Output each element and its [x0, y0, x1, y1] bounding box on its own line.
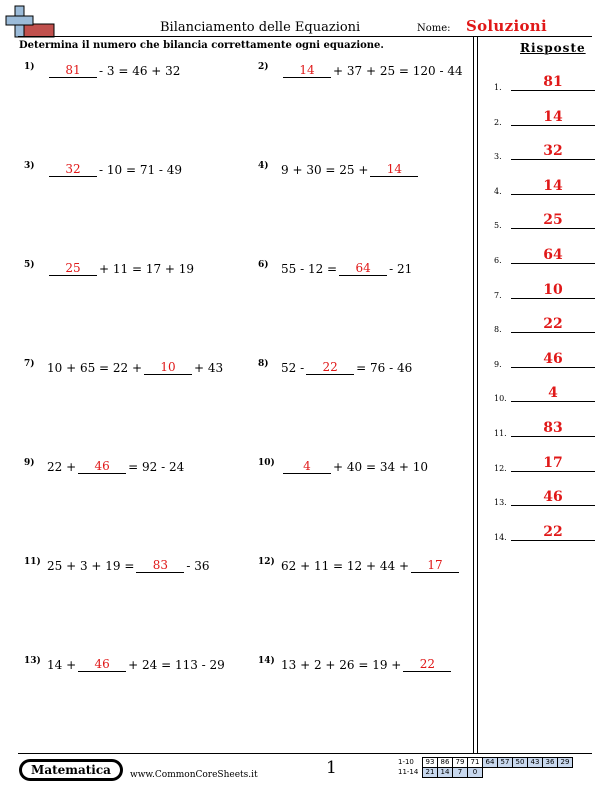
score-cell: 86: [438, 758, 453, 768]
answer-row: [494, 314, 594, 334]
answers-title: Risposte: [520, 41, 586, 55]
answer-row: [494, 210, 594, 230]
answer-line: [511, 90, 595, 91]
problem-number: 2): [258, 62, 269, 72]
score-cell: 7: [453, 768, 468, 778]
answer-row: [494, 522, 594, 542]
score-cell: 43: [528, 758, 543, 768]
answer-row: [494, 453, 594, 473]
answer-number: 12.: [494, 463, 507, 473]
answer-row: [494, 72, 594, 92]
score-row-label: 1-10: [398, 758, 414, 766]
answer-line: [511, 228, 595, 229]
equation-right: + 43: [194, 361, 224, 375]
problem-number: 5): [24, 260, 35, 270]
answer-row: [494, 487, 594, 507]
answer-row: [494, 280, 594, 300]
answer-number: 2.: [494, 117, 502, 127]
answer-row: [494, 141, 594, 161]
equation-left: 55 - 12 =: [281, 262, 338, 276]
answer-line: [511, 436, 595, 437]
problem-number: 1): [24, 62, 35, 72]
problem-number: 3): [24, 161, 35, 171]
equation: [47, 163, 182, 177]
answer-blank: 32: [49, 163, 97, 177]
equation: [281, 361, 412, 375]
answer-row: [494, 107, 594, 127]
answer-line: [511, 298, 595, 299]
plus-logo-icon: [4, 4, 56, 40]
answer-number: 9.: [494, 359, 502, 369]
answer-value: 14: [543, 177, 563, 194]
answer-number: 10.: [494, 394, 507, 404]
score-row-label: 11-14: [398, 768, 419, 776]
answer-blank: 10: [144, 361, 192, 375]
equation-left: 13 + 2 + 26 = 19 +: [281, 658, 402, 672]
answer-line: [511, 194, 595, 195]
equation-right: - 10 = 71 - 49: [99, 163, 183, 177]
answer-value: 32: [543, 143, 563, 160]
answer-value: 25: [543, 212, 563, 229]
equation-right: = 92 - 24: [128, 460, 185, 474]
answer-number: 3.: [494, 152, 502, 162]
answer-number: 7.: [494, 290, 502, 300]
score-cell: 36: [543, 758, 558, 768]
subject-badge: [19, 759, 123, 781]
equation-right: - 36: [186, 559, 210, 573]
answer-column-divider: [473, 37, 474, 753]
score-cell: 64: [483, 758, 498, 768]
equation-right: - 21: [389, 262, 413, 276]
header-divider: [18, 36, 592, 37]
score-cell: 14: [438, 768, 453, 778]
answer-number: 11.: [494, 429, 507, 438]
equation-right: + 24 = 113 - 29: [128, 658, 225, 672]
answer-line: [511, 505, 595, 506]
answer-blank: 14: [370, 163, 418, 177]
equation: [47, 64, 180, 78]
answer-value: 83: [543, 420, 563, 436]
name-label: Nome:: [417, 23, 451, 34]
equation-left: 25 + 3 + 19 =: [47, 559, 135, 573]
answer-number: 8.: [494, 325, 502, 335]
equation-right: + 11 = 17 + 19: [99, 262, 195, 276]
score-cell: 79: [453, 758, 468, 768]
name-value: Soluzioni: [466, 17, 547, 35]
answer-blank: 14: [283, 64, 331, 78]
problem-number: 8): [258, 359, 269, 369]
answer-row: [494, 176, 594, 196]
answer-value: 4: [548, 385, 558, 402]
problem-number: 14): [258, 656, 275, 666]
equation: [281, 163, 420, 177]
answer-number: 13.: [494, 498, 507, 508]
problem-number: 4): [258, 161, 269, 171]
equation-left: 10 + 65 = 22 +: [47, 361, 143, 375]
equation: [47, 361, 223, 375]
equation-right: - 3 = 46 + 32: [99, 64, 181, 78]
answer-row: [494, 245, 594, 265]
problem-number: 9): [24, 458, 35, 468]
problem-number: 11): [24, 557, 41, 567]
equation-left: 14 +: [47, 658, 77, 672]
answer-value: 64: [543, 247, 563, 263]
answer-blank: 4: [283, 460, 331, 474]
answer-value: 17: [543, 454, 563, 471]
site-url: www.CommonCoreSheets.it: [130, 770, 258, 780]
page-title: Bilanciamento delle Equazioni: [160, 20, 361, 35]
answer-value: 22: [543, 523, 563, 540]
problem-number: 13): [24, 656, 41, 666]
answer-blank: 83: [136, 559, 184, 573]
subject-badge-label: Matematica: [22, 762, 120, 778]
equation: [47, 559, 210, 573]
answer-blank: 22: [403, 658, 451, 672]
equation-left: 22 +: [47, 460, 77, 474]
page-number: 1: [326, 758, 337, 778]
answer-number: 4.: [494, 186, 502, 196]
answer-blank: 81: [49, 64, 97, 78]
answer-row: [494, 349, 594, 369]
answer-blank: 25: [49, 262, 97, 276]
score-table: [398, 757, 573, 778]
answer-blank: 22: [306, 361, 354, 375]
answer-number: 1.: [494, 83, 502, 92]
answer-value: 10: [543, 281, 563, 298]
answer-blank: 46: [78, 658, 126, 672]
answer-number: 5.: [494, 221, 502, 231]
instructions: Determina il numero che bilancia correttamente ogni equazione.: [19, 40, 384, 51]
answer-line: [511, 540, 595, 541]
equation-left: 52 -: [281, 361, 305, 375]
answer-value: 46: [543, 350, 563, 367]
problem-number: 7): [24, 359, 35, 369]
answer-column-divider-inner: [477, 37, 478, 753]
equation: [281, 64, 463, 78]
score-cell: 50: [513, 758, 528, 768]
answer-line: [511, 125, 595, 126]
answer-blank: 46: [78, 460, 126, 474]
answer-line: [511, 263, 595, 264]
answer-line: [511, 401, 595, 402]
answer-row: [494, 418, 594, 438]
equation: [281, 658, 453, 672]
answer-value: 14: [543, 108, 563, 125]
equation: [281, 262, 412, 276]
answer-line: [511, 367, 595, 368]
equation-right: + 40 = 34 + 10: [333, 460, 429, 474]
answer-line: [511, 471, 595, 472]
answer-line: [511, 332, 595, 333]
equation: [281, 559, 461, 573]
answer-value: 81: [543, 74, 563, 90]
equation-left: 9 + 30 = 25 +: [281, 163, 369, 177]
problem-number: 10): [258, 458, 275, 468]
score-cell: 29: [558, 758, 573, 768]
equation-right: = 76 - 46: [356, 361, 413, 375]
answer-value: 22: [543, 316, 563, 333]
score-cell: 71: [468, 758, 483, 768]
answer-row: [494, 383, 594, 403]
score-cell: 21: [423, 768, 438, 778]
answer-value: 46: [543, 489, 563, 506]
answer-number: 6.: [494, 256, 502, 265]
answer-number: 14.: [494, 532, 507, 542]
score-cell: 0: [468, 768, 483, 778]
equation: [47, 460, 184, 474]
answer-line: [511, 159, 595, 160]
score-cell: 93: [423, 758, 438, 768]
answer-blank: 64: [339, 262, 387, 276]
equation: [47, 658, 225, 672]
equation-left: 62 + 11 = 12 + 44 +: [281, 559, 409, 573]
answer-blank: 17: [411, 559, 459, 573]
problem-number: 12): [258, 557, 275, 567]
equation: [47, 262, 194, 276]
footer-divider: [18, 753, 592, 754]
problem-number: 6): [258, 260, 269, 270]
equation: [281, 460, 428, 474]
equation-right: + 37 + 25 = 120 - 44: [333, 64, 463, 78]
score-cell: 57: [498, 758, 513, 768]
